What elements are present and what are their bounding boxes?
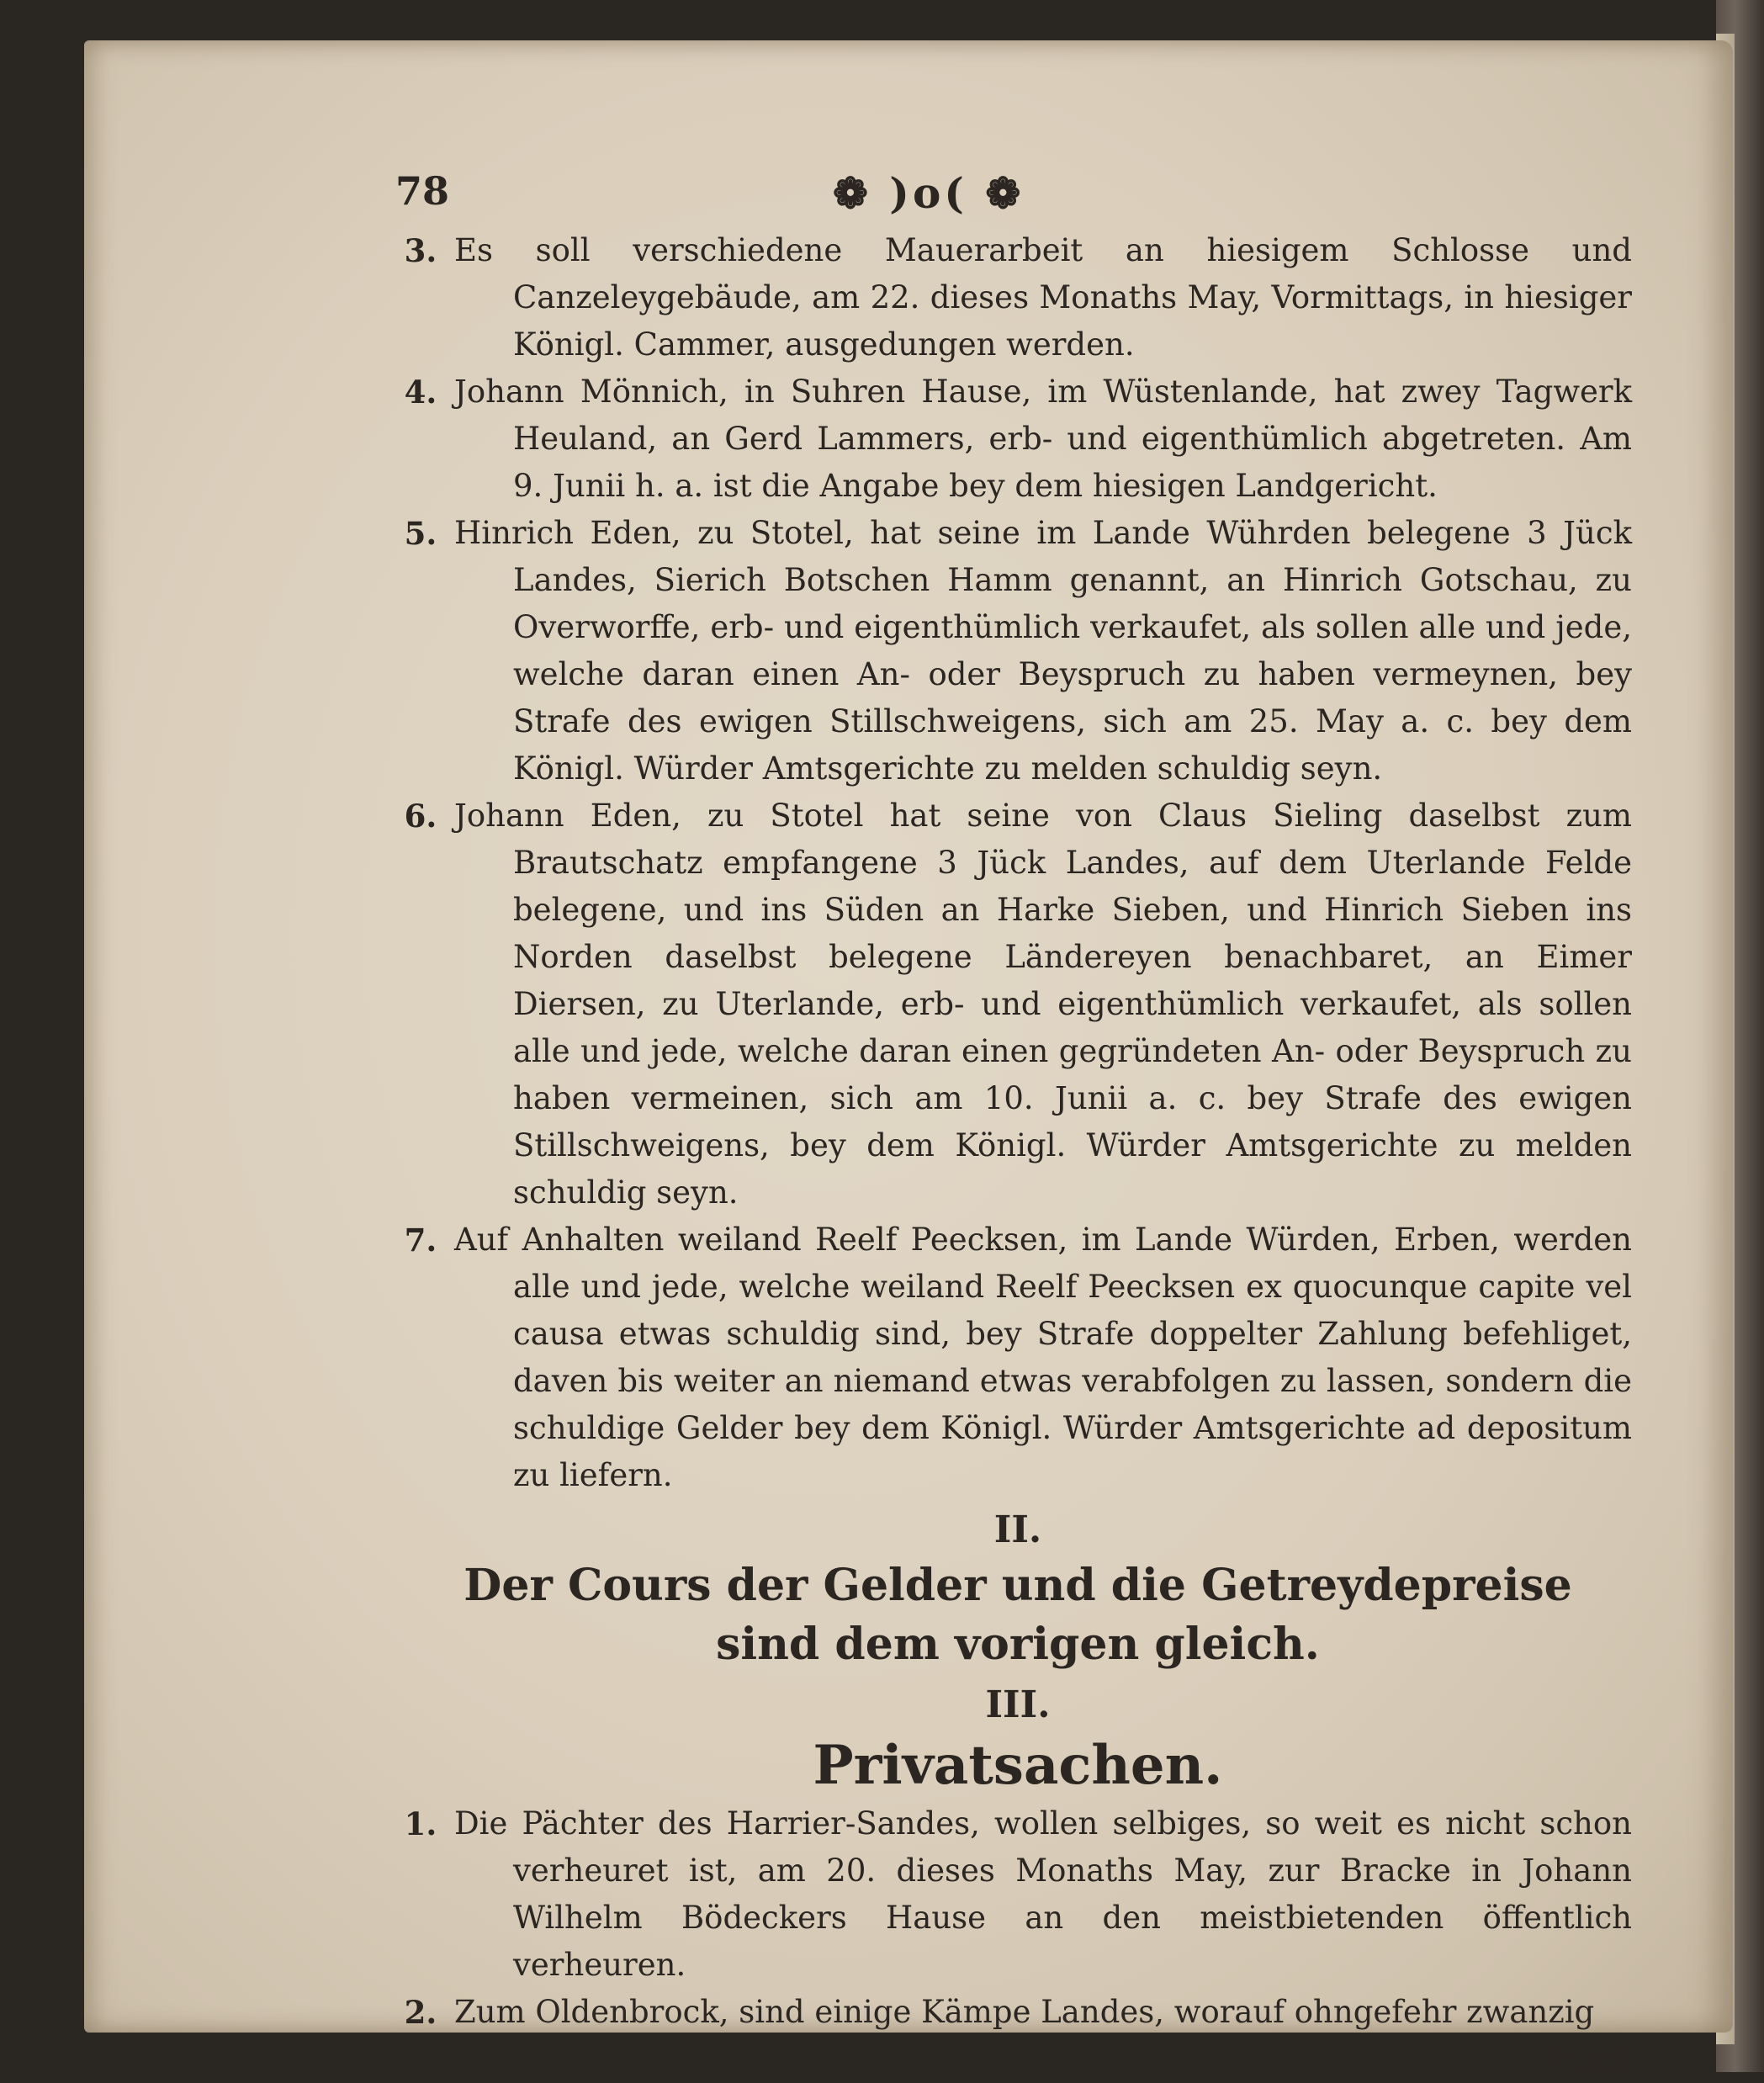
section-title-3: Privatsachen. xyxy=(813,1734,1223,1797)
entry-number: 1. xyxy=(404,1805,437,1842)
entry-text: Es soll verschiedene Mauerarbeit an hiesigem Schlosse und Canzeleygebäude, am 22. dieses Monaths May, Vormittags, in hiesiger Königl. Cammer, ausgedungen werden. xyxy=(454,232,1632,363)
entry-text: Die Pächter des Harrier-Sandes, wollen selbiges, so weit es nicht schon verheuret ist, am 20. dieses Monaths May, zur Bracke in Johann Wilhelm Bödeckers Hause an den meistbietenden öffentlich verheuren. xyxy=(454,1805,1632,1983)
entry-number: 7. xyxy=(404,1222,437,1259)
notice-entry xyxy=(404,1800,1632,1989)
entry-text: Auf Anhalten weiland Reelf Peecksen, im Lande Würden, Erben, werden alle und jede, welche weiland Reelf Peecksen ex quocunque capite vel causa etwas schuldig sind, bey Strafe doppelter Zahlung befehliget, daven bis weiter an niemand etwas verabfolgen zu lassen, sondern die schuldige Gelder bey dem Königl. Würder Amtsgerichte ad depositum zu liefern. xyxy=(454,1222,1632,1493)
notice-entry xyxy=(404,368,1632,510)
notice-entry xyxy=(404,1216,1632,1499)
entry-text: Johann Mönnich, in Suhren Hause, im Wüstenlande, hat zwey Tagwerk Heuland, an Gerd Lammers, erb- und eigenthümlich abgetreten. Am 9. Junii h. a. ist die Angabe bey dem hiesigen Landgericht. xyxy=(454,374,1632,504)
notice-list-top xyxy=(404,227,1632,1499)
catchword: Stück xyxy=(1541,2041,1632,2077)
notice-entry xyxy=(404,227,1632,368)
entry-text: Zum Oldenbrock, sind einige Kämpe Landes, worauf ohngefehr zwanzig xyxy=(454,1994,1595,2030)
section-number-2: II. xyxy=(993,1508,1042,1551)
notice-entry xyxy=(404,792,1632,1216)
page-content xyxy=(404,227,1632,2083)
header-ornament: ❁ )o( ❁ xyxy=(833,168,1025,218)
entry-number: 6. xyxy=(404,798,437,835)
notice-entry xyxy=(404,1989,1632,2036)
page-header xyxy=(395,168,1615,227)
entry-text: Johann Eden, zu Stotel hat seine von Claus Sieling daselbst zum Brautschatz empfangene 3 Jück Landes, auf dem Uterlande Felde belegene, und ins Süden an Harke Sieben, und Hinrich Sieben ins Norden daselbst belegene Ländereyen benachbaret, an Eimer Diersen, zu Uterlande, erb- und eigenthümlich verkaufet, als sollen alle und jede, welche daran einen gegründeten An- oder Beyspruch zu haben vermeinen, sich am 10. Junii a. c. bey Strafe des ewigen Stillschweigens, bey dem Königl. Würder Amtsgerichte zu melden schuldig seyn. xyxy=(454,798,1632,1211)
entry-text: Hinrich Eden, zu Stotel, hat seine im Lande Wührden belegene 3 Jück Landes, Sierich Botschen Hamm genannt, an Hinrich Gotschau, zu Overworffe, erb- und eigenthümlich verkaufet, als sollen alle und jede, welche daran einen An- oder Beyspruch zu haben vermeynen, bey Strafe des ewigen Stillschweigens, sich am 25. May a. c. bey dem Königl. Würder Amtsgerichte zu melden schuldig seyn. xyxy=(454,515,1632,787)
entry-number: 2. xyxy=(404,1994,437,2031)
section-title-2-line2: sind dem vorigen gleich. xyxy=(716,1619,1320,1670)
section-title-2-line1: Der Cours der Gelder und die Getreydepreise xyxy=(464,1560,1572,1611)
entry-number: 3. xyxy=(404,232,437,269)
notice-list-bottom xyxy=(404,1800,1632,2036)
entry-number: 4. xyxy=(404,374,437,411)
page-number: 78 xyxy=(395,168,450,214)
entry-number: 5. xyxy=(404,515,437,552)
notice-entry xyxy=(404,510,1632,792)
section-number-3: III. xyxy=(985,1683,1051,1726)
